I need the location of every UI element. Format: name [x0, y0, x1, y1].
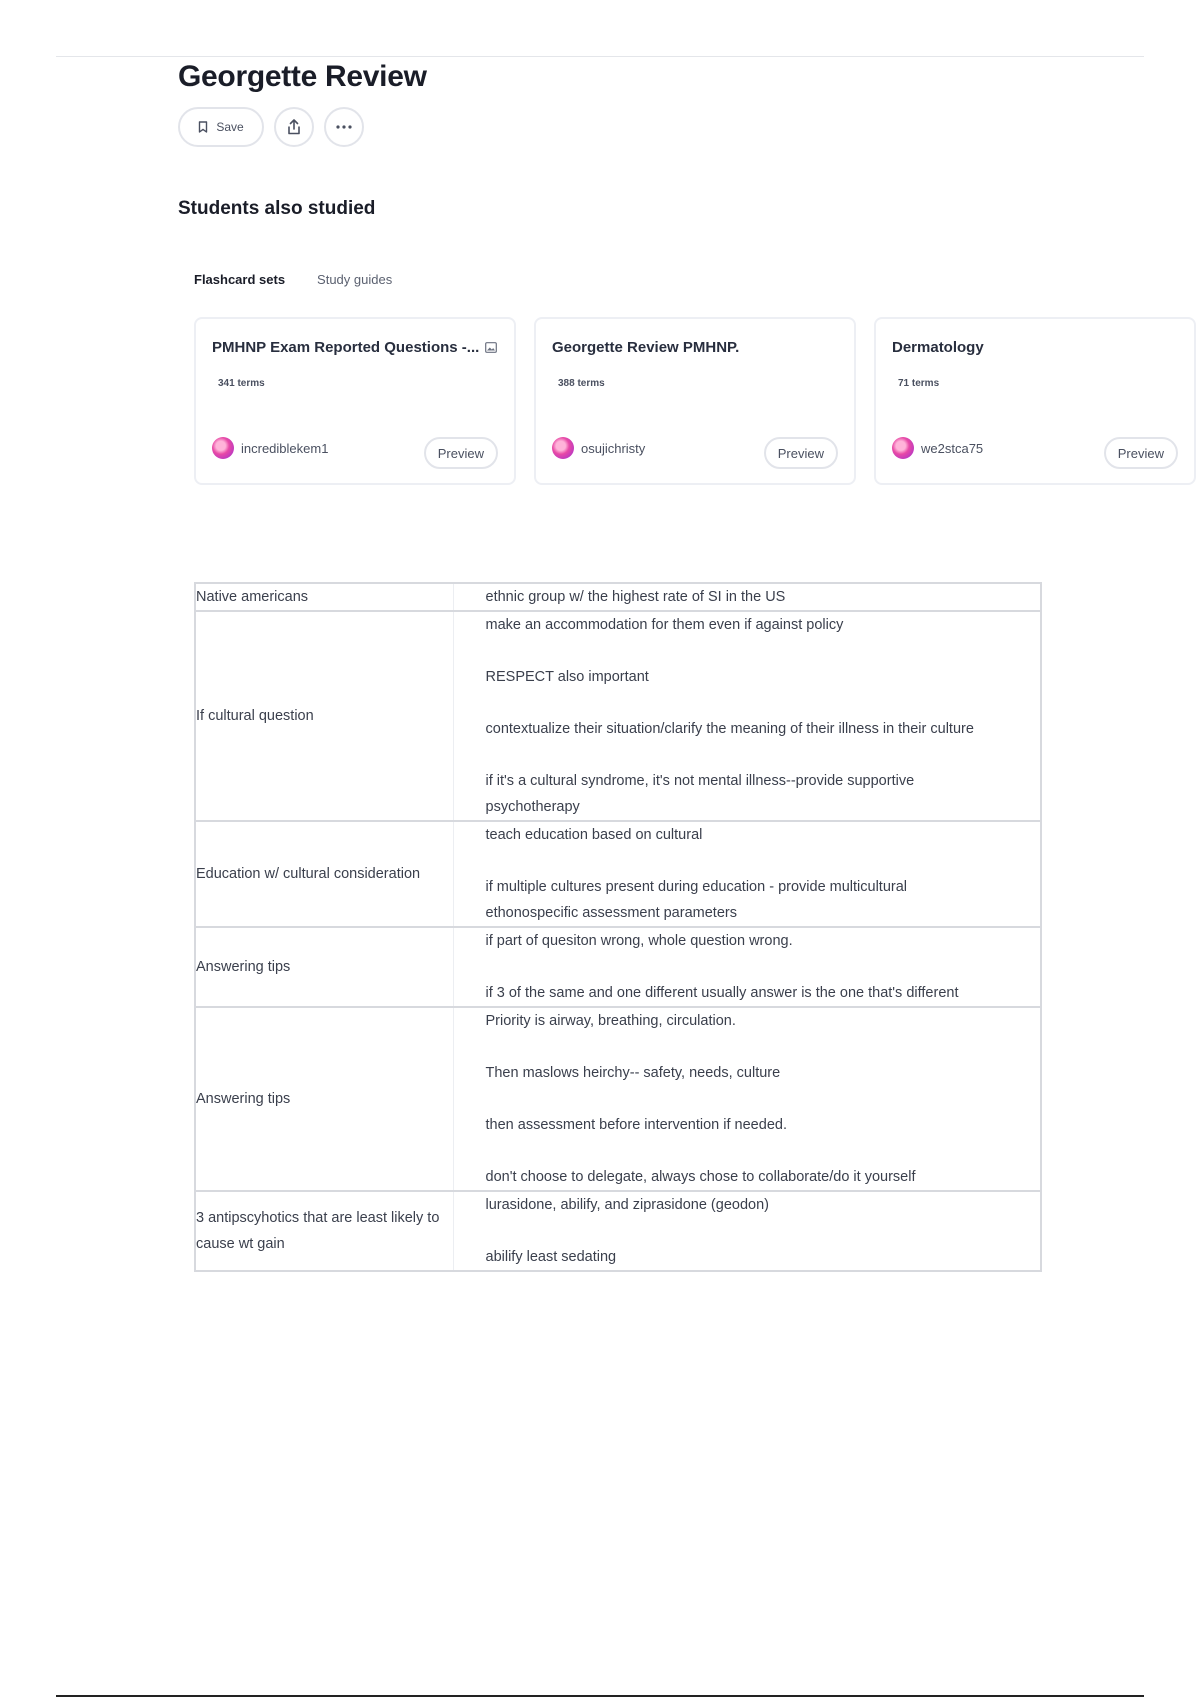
top-divider: [56, 56, 1144, 57]
terms-table-body: [195, 583, 1041, 1271]
action-bar: [178, 107, 364, 147]
definition-text: lurasidone, abilify, and ziprasidone (geodon): [485, 1197, 769, 1213]
definition-text: don't choose to delegate, always chose to collaborate/do it yourself: [485, 1169, 916, 1185]
term-row: [195, 611, 1041, 821]
definition-text: if multiple cultures present during education - provide multicultural ethonospecific assessment parameters: [485, 879, 908, 921]
study-set-card[interactable]: [194, 317, 516, 485]
definition-spacer: [486, 742, 981, 768]
card-title-row: [552, 339, 838, 356]
term-text: If cultural question: [195, 611, 453, 821]
definition-text: Then maslows heirchy-- safety, needs, culture: [485, 1065, 781, 1081]
card-author[interactable]: [212, 437, 328, 459]
term-text: Answering tips: [195, 927, 453, 1007]
related-cards-carousel: [194, 317, 1164, 487]
card-title: PMHNP Exam Reported Questions -...: [212, 339, 480, 356]
card-author[interactable]: [892, 437, 983, 459]
avatar: [552, 437, 574, 459]
related-tabs: [194, 272, 392, 287]
terms-table: [194, 582, 1042, 1272]
card-term-count: 341 terms: [218, 378, 265, 389]
definition-spacer: [486, 1034, 981, 1060]
definition-spacer: [486, 1086, 981, 1112]
tab-study-guides[interactable]: Study guides: [317, 272, 393, 287]
card-title-row: [892, 339, 1178, 356]
definition-text: ethnic group w/ the highest rate of SI in the US: [485, 589, 786, 605]
share-icon: [285, 118, 303, 136]
definition-cell: [453, 611, 1041, 821]
save-button[interactable]: [178, 107, 264, 147]
definition-spacer: [486, 954, 981, 980]
term-text: Native americans: [195, 583, 453, 611]
definition-spacer: [486, 638, 981, 664]
share-button[interactable]: [274, 107, 314, 147]
card-title: Georgette Review PMHNP.: [552, 339, 740, 356]
image-icon: [485, 342, 497, 353]
definition-text: Priority is airway, breathing, circulation.: [485, 1013, 736, 1029]
more-icon: [335, 125, 353, 129]
term-text: 3 antipscyhotics that are least likely to cause wt gain: [195, 1191, 453, 1271]
definition-text: RESPECT also important: [485, 669, 649, 685]
definition-cell: [453, 1191, 1041, 1271]
card-author-name: osujichristy: [581, 440, 646, 456]
preview-button[interactable]: Preview: [764, 437, 838, 469]
definition-text: if 3 of the same and one different usually answer is the one that's different: [485, 985, 959, 1001]
term-row: [195, 1191, 1041, 1271]
avatar: [892, 437, 914, 459]
definition-text: make an accommodation for them even if against policy: [485, 617, 844, 633]
bookmark-icon: [198, 121, 208, 133]
definition-text: if part of quesiton wrong, whole question wrong.: [485, 933, 793, 949]
bottom-divider: [56, 1695, 1144, 1697]
term-row: [195, 927, 1041, 1007]
card-title-row: [212, 339, 498, 356]
card-author-name: incrediblekem1: [241, 440, 329, 456]
definition-text: abilify least sedating: [485, 1249, 617, 1265]
definition-cell: [453, 1007, 1041, 1191]
definition-spacer: [486, 1218, 981, 1244]
card-author-name: we2stca75: [921, 440, 984, 456]
term-text: Answering tips: [195, 1007, 453, 1191]
card-term-count: 388 terms: [558, 378, 605, 389]
definition-text: if it's a cultural syndrome, it's not mental illness--provide supportive psychotherapy: [485, 773, 915, 815]
card-term-count: 71 terms: [898, 378, 940, 389]
definition-text: contextualize their situation/clarify the meaning of their illness in their culture: [485, 721, 974, 737]
avatar: [212, 437, 234, 459]
study-set-card[interactable]: [534, 317, 856, 485]
tab-flashcard-sets[interactable]: Flashcard sets: [194, 272, 286, 287]
term-row: [195, 821, 1041, 927]
definition-cell: [453, 583, 1041, 611]
save-label: Save: [216, 120, 244, 134]
definition-text: then assessment before intervention if needed.: [485, 1117, 787, 1133]
definition-spacer: [486, 1138, 981, 1164]
preview-button[interactable]: Preview: [1104, 437, 1178, 469]
definition-spacer: [486, 690, 981, 716]
related-heading: Students also studied: [178, 198, 376, 219]
term-row: [195, 583, 1041, 611]
card-title: Dermatology: [892, 339, 984, 356]
study-set-card[interactable]: [874, 317, 1196, 485]
more-options-button[interactable]: [324, 107, 364, 147]
definition-text: teach education based on cultural: [485, 827, 703, 843]
card-author[interactable]: [552, 437, 645, 459]
definition-cell: [453, 821, 1041, 927]
definition-spacer: [486, 848, 981, 874]
page-title: Georgette Review: [178, 60, 427, 93]
term-row: [195, 1007, 1041, 1191]
definition-cell: [453, 927, 1041, 1007]
term-text: Education w/ cultural consideration: [195, 821, 453, 927]
preview-button[interactable]: Preview: [424, 437, 498, 469]
